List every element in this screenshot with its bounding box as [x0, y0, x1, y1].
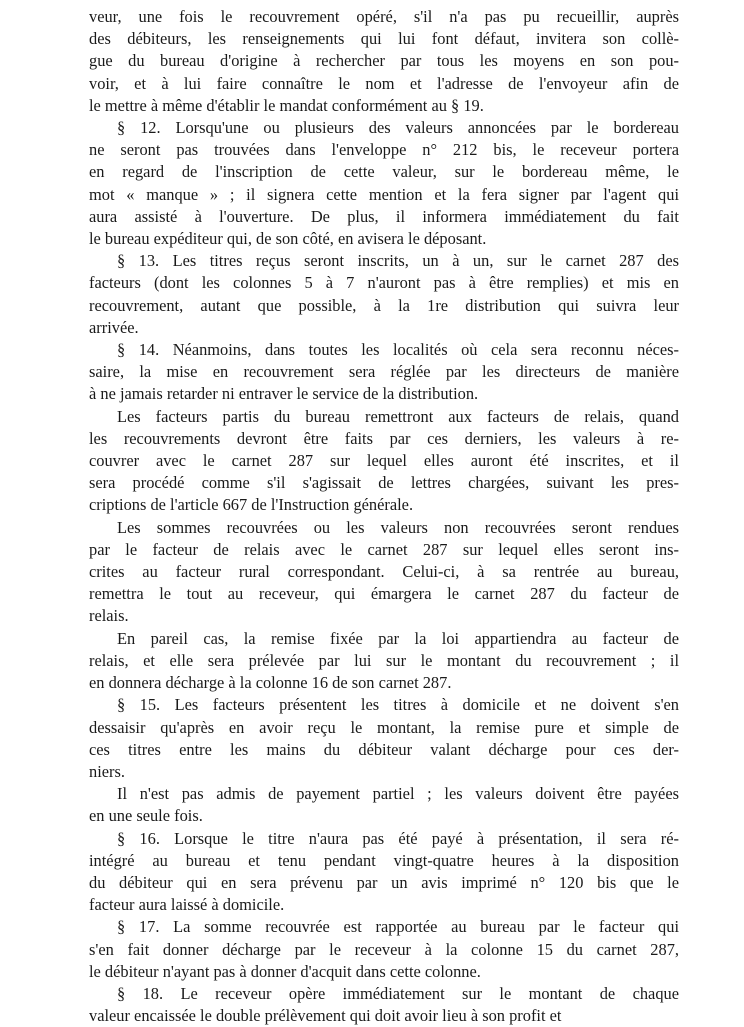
text-line: en une seule fois.: [89, 806, 203, 826]
text-line: Il n'est pas admis de payement partiel ; les valeurs doivent être payées: [117, 784, 679, 804]
paragraph: [89, 517, 679, 628]
text-line: mot « manque » ; il signera cette mention et la fera signer par l'agent qui: [89, 184, 679, 204]
paragraph: [89, 250, 679, 339]
text-line: En pareil cas, la remise fixée par la loi appartiendra au facteur de: [117, 628, 679, 648]
paragraph: [89, 983, 679, 1027]
text-line: § 15. Les facteurs présentent les titres à domicile et ne doivent s'en: [117, 695, 679, 715]
text-line: remettra le tout au receveur, qui émargera le carnet 287 du facteur de: [89, 584, 679, 604]
text-line: veur, une fois le recouvrement opéré, s'il n'a pas pu recueillir, auprès: [89, 7, 679, 26]
text-line: couvrer avec le carnet 287 sur lequel elles auront été inscrites, et il: [89, 451, 679, 471]
paragraph: [89, 694, 679, 783]
text-line: valeur encaissée le double prélèvement qui doit avoir lieu à son profit et: [89, 1006, 562, 1026]
text-line: en regard de l'inscription de cette valeur, sur le bordereau même, le: [89, 162, 679, 182]
paragraph: [89, 339, 679, 406]
paragraph: [89, 628, 679, 695]
text-line: en donnera décharge à la colonne 16 de son carnet 287.: [89, 673, 452, 693]
text-line: le mettre à même d'établir le mandat conformément au § 19.: [89, 95, 484, 115]
text-line: arrivée.: [89, 317, 139, 337]
text-line: du débiteur qui en sera prévenu par un avis imprimé n° 120 bis que le: [89, 872, 679, 892]
text-line: s'en fait donner décharge par le receveur à la colonne 15 du carnet 287,: [89, 939, 679, 959]
paragraph: [89, 828, 679, 917]
text-line: § 12. Lorsqu'une ou plusieurs des valeurs annoncées par le bordereau: [117, 118, 679, 138]
text-line: crites au facteur rural correspondant. Celui-ci, à sa rentrée au bureau,: [89, 562, 679, 582]
text-line: aura assisté à l'ouverture. De plus, il informera immédiatement du fait: [89, 206, 679, 226]
text-line: facteurs (dont les colonnes 5 à 7 n'auront pas à être remplies) et mis en: [89, 273, 679, 293]
document-body: [89, 6, 679, 1027]
text-line: Les facteurs partis du bureau remettront aux facteurs de relais, quand: [117, 406, 679, 426]
paragraph: [89, 406, 679, 517]
text-line: ne seront pas trouvées dans l'enveloppe n° 212 bis, le receveur portera: [89, 140, 679, 160]
text-line: gue du bureau d'origine à rechercher par tous les moyens en son pou-: [89, 51, 679, 71]
text-line: le débiteur n'ayant pas à donner d'acquit dans cette colonne.: [89, 961, 481, 981]
text-line: § 16. Lorsque le titre n'aura pas été payé à présentation, il sera ré-: [117, 828, 679, 848]
paragraph: [89, 916, 679, 983]
text-line: § 18. Le receveur opère immédiatement sur le montant de chaque: [117, 983, 679, 1003]
text-line: par le facteur de relais avec le carnet 287 sur lequel elles seront ins-: [89, 539, 679, 559]
text-line: relais, et elle sera prélevée par lui sur le montant du recouvrement ; il: [89, 650, 679, 670]
paragraph: [89, 117, 679, 250]
text-line: voir, et à lui faire connaître le nom et l'adresse de l'envoyeur afin de: [89, 73, 679, 93]
text-line: sera procédé comme s'il s'agissait de lettres chargées, suivant les pres-: [89, 473, 679, 493]
text-line: à ne jamais retarder ni entraver le service de la distribution.: [89, 384, 479, 404]
text-line: facteur aura laissé à domicile.: [89, 895, 285, 915]
text-line: Les sommes recouvrées ou les valeurs non recouvrées seront rendues: [117, 517, 679, 537]
text-line: niers.: [89, 761, 125, 781]
text-line: recouvrement, autant que possible, à la 1re distribution qui suivra leur: [89, 295, 679, 315]
text-line: le bureau expéditeur qui, de son côté, en avisera le déposant.: [89, 229, 487, 249]
paragraph: [89, 6, 679, 117]
text-line: relais.: [89, 606, 129, 626]
text-line: saire, la mise en recouvrement sera réglée par les directeurs de manière: [89, 362, 679, 382]
text-line: § 13. Les titres reçus seront inscrits, un à un, sur le carnet 287 des: [117, 251, 679, 271]
text-line: des débiteurs, les renseignements qui lui font défaut, invitera son collè-: [89, 29, 679, 49]
text-line: dessaisir qu'après en avoir reçu le montant, la remise pure et simple de: [89, 717, 679, 737]
text-line: § 14. Néanmoins, dans toutes les localités où cela sera reconnu néces-: [117, 340, 679, 360]
text-line: intégré au bureau et tenu pendant vingt-quatre heures à la disposition: [89, 850, 679, 870]
text-line: les recouvrements devront être faits par ces derniers, les valeurs à re-: [89, 428, 679, 448]
text-line: ces titres entre les mains du débiteur valant décharge pour ces der-: [89, 739, 679, 759]
text-line: criptions de l'article 667 de l'Instruction générale.: [89, 495, 414, 515]
text-line: § 17. La somme recouvrée est rapportée au bureau par le facteur qui: [117, 917, 679, 937]
paragraph: [89, 783, 679, 827]
